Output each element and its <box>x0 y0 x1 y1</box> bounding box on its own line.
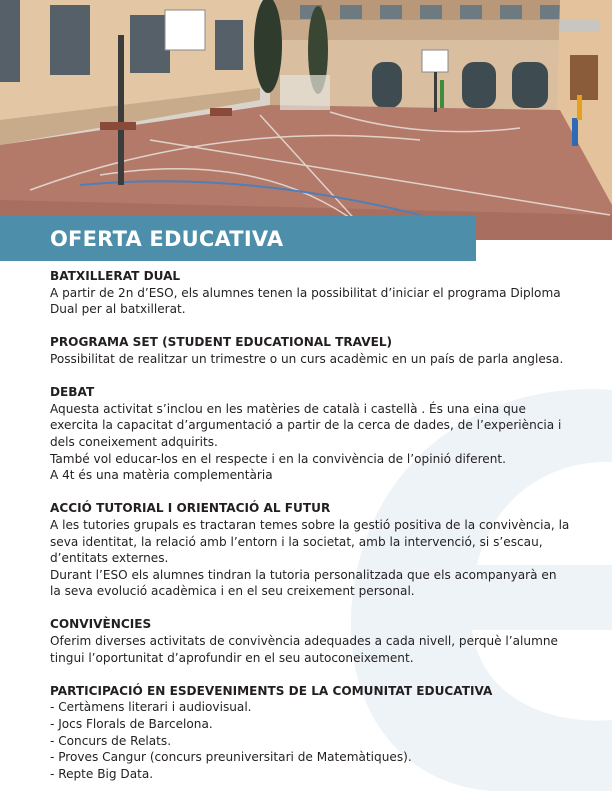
section-text: A partir de 2n d’ESO, els alumnes tenen la possibilitat d’iniciar el programa Diploma Dual per al batxillerat. <box>50 285 561 317</box>
list-item: - Concurs de Relats. <box>50 733 172 748</box>
courtyard-photo <box>0 0 612 240</box>
list-item: - Jocs Florals de Barcelona. <box>50 717 213 732</box>
section-convivencies <box>50 616 570 666</box>
section-heading: BATXILLERAT DUAL <box>50 269 181 283</box>
section-text: Possibilitat de realitzar un trimestre o un curs acadèmic en un país de parla anglesa. <box>50 351 564 366</box>
section-heading: CONVIVÈNCIES <box>50 617 152 632</box>
section-text: A 4t és una matèria complementària <box>50 468 273 483</box>
title-banner <box>0 216 476 261</box>
section-heading: PROGRAMA SET (STUDENT EDUCATIONAL TRAVEL) <box>50 335 393 350</box>
section-debat <box>50 384 570 484</box>
section-heading: PARTICIPACIÓ EN ESDEVENIMENTS DE LA COMUNITAT EDUCATIVA <box>50 683 493 698</box>
section-text: A les tutories grupals es tractaran temes sobre la gestió positiva de la convivència, la seva identitat, la relació amb l’entorn i la societat, amb la intervenció, si s’escau, d’entitats externes. <box>50 517 570 566</box>
section-participacio <box>50 683 570 783</box>
content <box>50 268 570 799</box>
list-item: - Repte Big Data. <box>50 766 154 781</box>
section-text: Durant l’ESO els alumnes tindran la tutoria personalitzada que els acompanyarà en la seva evolució acadèmica i en el seu creixement personal. <box>50 567 557 599</box>
list-item: - Certàmens literari i audiovisual. <box>50 700 252 715</box>
events-list <box>50 699 570 782</box>
page-title: OFERTA EDUCATIVA <box>50 227 284 251</box>
section-text: Aquesta activitat s’inclou en les matèries de català i castellà . És una eina que exercita la capacitat d’argumentació a partir de la cerca de dades, de l’experiència i dels coneixement adquirits. <box>50 401 562 449</box>
section-text: També vol educar-los en el respecte i en la convivència de l’opinió diferent. <box>50 451 506 466</box>
section-text: Oferim diverses activitats de convivència adequades a cada nivell, perquè l’alumne tingui l’oportunitat d’aprofundir en el seu autoconeixement. <box>50 634 558 665</box>
section-batxillerat-dual <box>50 268 570 318</box>
section-accio-tutorial <box>50 500 570 600</box>
section-heading: ACCIÓ TUTORIAL I ORIENTACIÓ AL FUTUR <box>50 501 331 516</box>
section-programa-set <box>50 334 570 367</box>
list-item: - Proves Cangur (concurs preuniversitari de Matemàtiques). <box>50 750 412 765</box>
section-heading: DEBAT <box>50 385 95 400</box>
